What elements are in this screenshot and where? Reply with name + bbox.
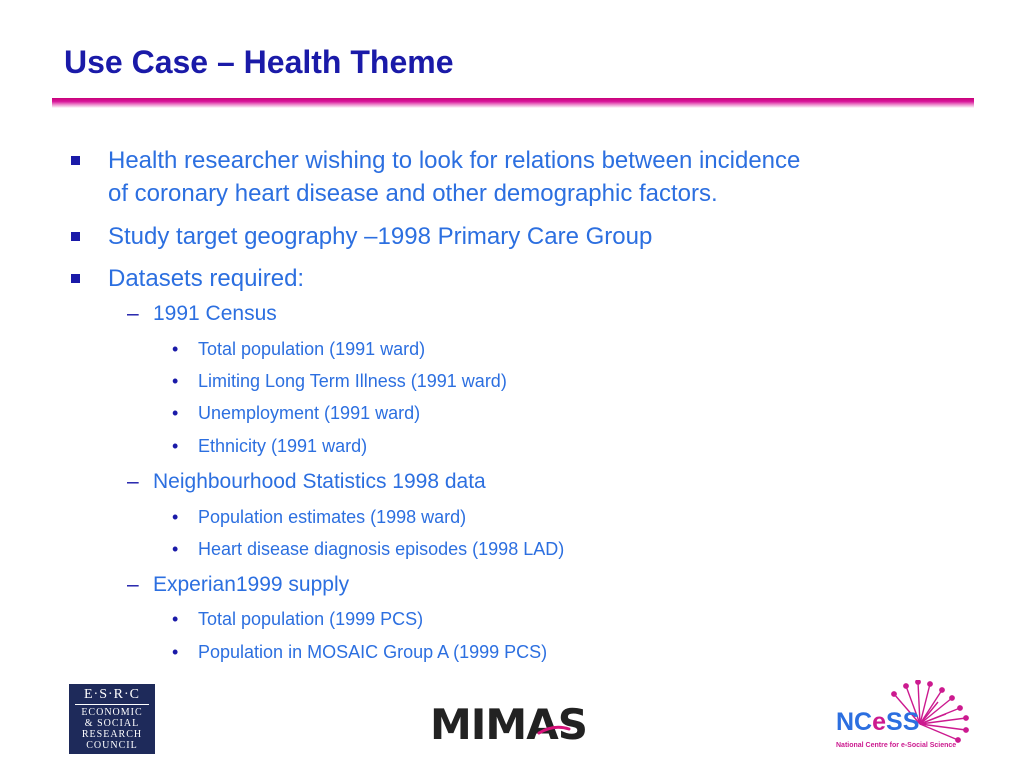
dot-marker: • xyxy=(172,436,179,456)
title-underline xyxy=(52,98,974,108)
mimas-logo: MIMAS xyxy=(430,700,587,749)
esrc-logo-line: & SOCIAL xyxy=(84,718,140,729)
bullet-marker-square xyxy=(71,232,80,241)
dot-marker: • xyxy=(172,371,179,391)
esrc-logo-divider xyxy=(75,704,149,705)
esrc-logo-line: COUNCIL xyxy=(86,740,138,751)
dataset-item: Total population (1991 ward) xyxy=(198,339,426,359)
dataset-item: Population in MOSAIC Group A (1999 PCS) xyxy=(198,642,548,662)
dot-marker: • xyxy=(172,403,179,423)
dataset-item: Heart disease diagnosis episodes (1998 LAD) xyxy=(198,539,565,559)
esrc-logo-initials: E·S·R·C xyxy=(84,687,140,702)
mimas-swoosh-icon xyxy=(537,724,571,736)
dataset-label: 1991 Census xyxy=(153,302,277,325)
bullet-text: Datasets required: xyxy=(108,265,305,292)
dot-marker: • xyxy=(172,339,179,359)
bullet-text-continued: of coronary heart disease and other demographic factors. xyxy=(108,180,718,207)
dot-marker: • xyxy=(172,539,179,559)
esrc-logo-line: ECONOMIC xyxy=(81,707,143,718)
bullet-text: Health researcher wishing to look for relations between incidence xyxy=(108,147,801,174)
dash-marker: – xyxy=(127,573,139,596)
slide-title: Use Case – Health Theme xyxy=(64,44,454,80)
dot-marker: • xyxy=(172,507,179,527)
esrc-logo-line: RESEARCH xyxy=(81,729,143,740)
dash-marker: – xyxy=(127,470,139,493)
esrc-logo xyxy=(69,684,155,754)
dataset-item: Unemployment (1991 ward) xyxy=(198,403,421,423)
bullet-marker-square xyxy=(71,156,80,165)
dataset-item: Limiting Long Term Illness (1991 ward) xyxy=(198,371,507,391)
ncess-logo-part: NC xyxy=(836,708,873,736)
ncess-logo-subtitle: National Centre for e-Social Science xyxy=(836,742,957,749)
dataset-item: Total population (1999 PCS) xyxy=(198,609,424,629)
dataset-label: Experian1999 supply xyxy=(153,573,350,596)
ncess-logo xyxy=(836,708,919,737)
dot-marker: • xyxy=(172,609,179,629)
ncess-logo-part: SS xyxy=(886,708,920,736)
bullet-text: Study target geography –1998 Primary Care Group xyxy=(108,223,653,250)
bullet-marker-square xyxy=(71,274,80,283)
dash-marker: – xyxy=(127,302,139,325)
dataset-item: Population estimates (1998 ward) xyxy=(198,507,467,527)
dataset-label: Neighbourhood Statistics 1998 data xyxy=(153,470,486,493)
dataset-item: Ethnicity (1991 ward) xyxy=(198,436,368,456)
dot-marker: • xyxy=(172,642,179,662)
ncess-logo-e: e xyxy=(872,708,887,736)
